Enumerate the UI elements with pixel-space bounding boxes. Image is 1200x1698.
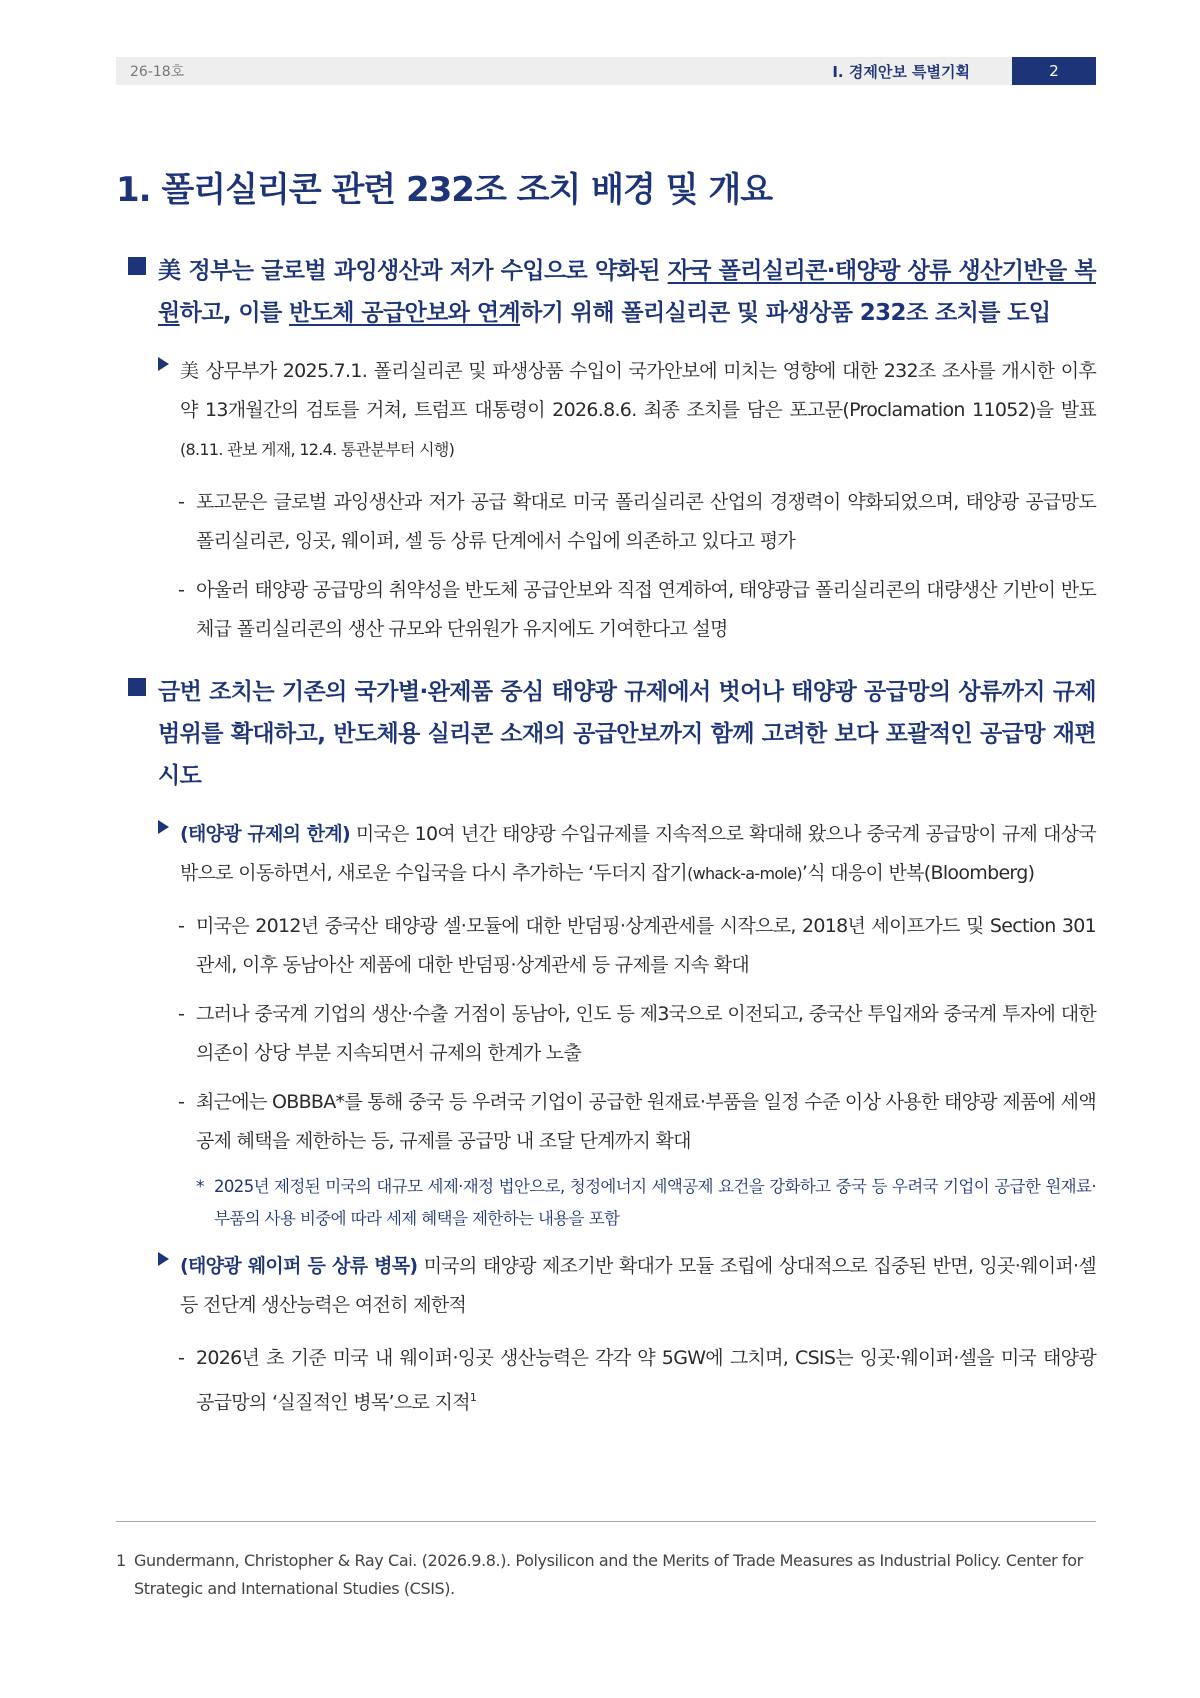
note-item xyxy=(116,1171,1096,1235)
page-header xyxy=(116,57,1096,85)
heading-text-1 xyxy=(158,250,1096,334)
heading-1-part-3: 하기 위해 폴리실리콘 및 파생상품 232조 조치를 도입 xyxy=(520,300,1051,326)
bullet-3-lead: (태양광 웨이퍼 등 상류 병목) xyxy=(180,1255,418,1277)
bullet-2-small: (whack-a-mole) xyxy=(687,864,802,883)
bullet-item-1 xyxy=(116,352,1096,469)
page-title: 1. 폴리실리콘 관련 232조 조치 배경 및 개요 xyxy=(116,170,773,210)
heading-item-2 xyxy=(116,671,1096,797)
bullet-item-2 xyxy=(116,815,1096,893)
footnote-divider xyxy=(116,1521,1096,1522)
bullet-3-body: 미국의 태양광 제조기반 확대가 모듈 조립에 상대적으로 집중된 반면, 잉곳·웨이퍼·셀 등 전단계 생산능력은 여전히 제한적 xyxy=(180,1255,1096,1316)
asterisk-marker: * xyxy=(196,1177,205,1197)
triangle-bullet-icon xyxy=(158,820,169,834)
bullet-text-3 xyxy=(180,1247,1096,1325)
dash-item-3 xyxy=(116,907,1096,985)
heading-text-2: 금번 조치는 기존의 국가별·완제품 중심 태양광 규제에서 벗어나 태양광 공급망의 상류까지 규제 범위를 확대하고, 반도체용 실리콘 소재의 공급안보까지 함께 고려한 보다 포괄적인 공급망 재편 시도 xyxy=(158,679,1096,789)
dash-bullet-icon: - xyxy=(178,915,185,937)
heading-item-1 xyxy=(116,250,1096,334)
note-text: 2025년 제정된 미국의 대규모 세제·재정 법안으로, 청정에너지 세액공제 요건을 강화하고 중국 등 우려국 기업이 공급한 원재료·부품의 사용 비중에 따라 세제 혜택을 제한하는 내용을 포함 xyxy=(214,1177,1096,1228)
heading-1-underline-2: 반도체 공급안보와 연계 xyxy=(289,300,521,326)
main-content xyxy=(116,250,1096,1432)
page-number: 2 xyxy=(1012,57,1096,85)
bullet-2-body: 미국은 10여 년간 태양광 수입규제를 지속적으로 확대해 왔으나 중국계 공급망이 규제 대상국 밖으로 이동하면서, 새로운 수입국을 다시 추가하는 ‘두더지 잡기 xyxy=(180,823,1097,884)
dash-item-5 xyxy=(116,1083,1096,1161)
footnote-text: Gundermann, Christopher & Ray Cai. (2026.9.8.). Polysilicon and the Merits of Trade Measures as Industrial Policy. Center for Strategic and International Studies (CSIS). xyxy=(134,1551,1083,1598)
dash-bullet-icon: - xyxy=(178,1003,185,1025)
heading-1-underline-1: 자국 폴리실리콘·태양광 상류 생산기반을 복원 xyxy=(158,258,1096,326)
dash-bullet-icon: - xyxy=(178,1091,185,1113)
dash-bullet-icon: - xyxy=(178,579,185,601)
heading-1-part-2: 하고, 이를 xyxy=(179,300,290,326)
footnote-number: 1 xyxy=(116,1551,126,1570)
bullet-2-tail: ’식 대응이 반복(Bloomberg) xyxy=(801,862,1035,884)
dash-bullet-icon: - xyxy=(178,1347,185,1369)
triangle-bullet-icon xyxy=(158,357,169,371)
issue-number: 26-18호 xyxy=(130,64,185,80)
bullet-item-3 xyxy=(116,1247,1096,1325)
square-bullet-icon xyxy=(128,678,146,696)
footnote xyxy=(116,1547,1096,1603)
triangle-bullet-icon xyxy=(158,1252,169,1266)
dash-text-4: 그러나 중국계 기업의 생산·수출 거점이 동남아, 인도 등 제3국으로 이전되고, 중국산 투입재와 중국계 투자에 대한 의존이 상당 부분 지속되면서 규제의 한계가 노출 xyxy=(196,1003,1096,1064)
bullet-text-1 xyxy=(180,352,1096,469)
dash-bullet-icon: - xyxy=(178,491,185,513)
footnote-reference[interactable]: 1 xyxy=(469,1391,477,1404)
dash-text-1: 포고문은 글로벌 과잉생산과 저가 공급 확대로 미국 폴리실리콘 산업의 경쟁력이 약화되었으며, 태양광 공급망도 폴리실리콘, 잉곳, 웨이퍼, 셀 등 상류 단계에서 수입에 의존하고 있다고 평가 xyxy=(196,491,1096,552)
dash-item-2 xyxy=(116,571,1096,649)
square-bullet-icon xyxy=(128,257,146,275)
dash-item-1 xyxy=(116,483,1096,561)
dash-6-body: 2026년 초 기준 미국 내 웨이퍼·잉곳 생산능력은 각각 약 5GW에 그치며, CSIS는 잉곳·웨이퍼·셀을 미국 태양광 공급망의 ‘실질적인 병목’으로 지적 xyxy=(196,1347,1096,1414)
bullet-1-small: (8.11. 관보 게재, 12.4. 통관분부터 시행) xyxy=(180,440,455,459)
bullet-1-body: 美 상무부가 2025.7.1. 폴리실리콘 및 파생상품 수입이 국가안보에 미치는 영향에 대한 232조 조사를 개시한 이후 약 13개월간의 검토를 거쳐, 트럼프 대통령이 2026.8.6. 최종 조치를 담은 포고문(Proclamation 11052)을 발표 xyxy=(180,360,1096,421)
dash-text-6 xyxy=(196,1339,1096,1422)
dash-item-6 xyxy=(116,1339,1096,1422)
bullet-text-2 xyxy=(180,815,1096,893)
dash-text-3: 미국은 2012년 중국산 태양광 셀·모듈에 대한 반덤핑·상계관세를 시작으로, 2018년 세이프가드 및 Section 301 관세, 이후 동남아산 제품에 대한 반덤핑·상계관세 등 규제를 지속 확대 xyxy=(196,915,1096,976)
dash-text-2: 아울러 태양광 공급망의 취약성을 반도체 공급안보와 직접 연계하여, 태양광급 폴리실리콘의 대량생산 기반이 반도체급 폴리실리콘의 생산 규모와 단위원가 유지에도 기여한다고 설명 xyxy=(196,579,1096,640)
dash-text-5: 최근에는 OBBBA*를 통해 중국 등 우려국 기업이 공급한 원재료·부품을 일정 수준 이상 사용한 태양광 제품에 세액공제 혜택을 제한하는 등, 규제를 공급망 내 조달 단계까지 확대 xyxy=(196,1091,1096,1152)
section-label: Ⅰ. 경제안보 특별기획 xyxy=(832,62,970,81)
dash-item-4 xyxy=(116,995,1096,1073)
bullet-2-lead: (태양광 규제의 한계) xyxy=(180,823,351,845)
heading-1-part-1: 美 정부는 글로벌 과잉생산과 저가 수입으로 약화된 xyxy=(158,258,668,284)
